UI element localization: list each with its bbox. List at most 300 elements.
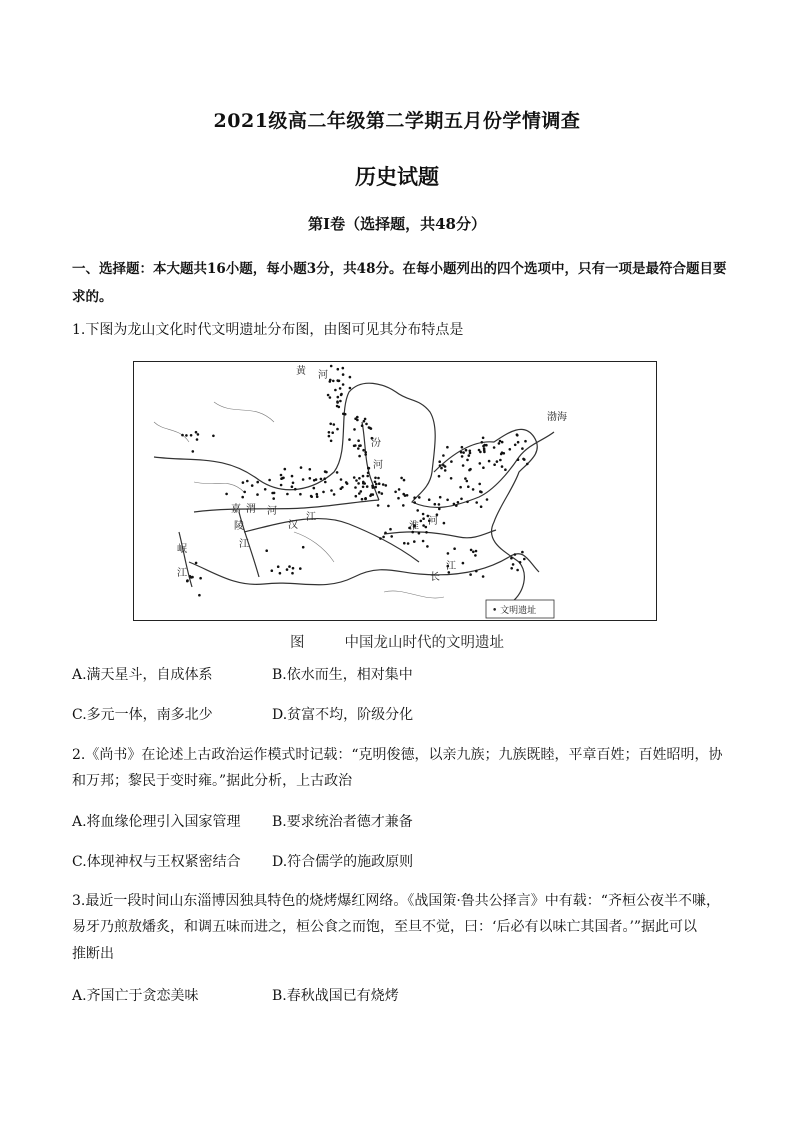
site-dot	[358, 445, 361, 448]
question-2-line-2: 和万邦；黎民于变时雍。”据此分析，上古政治	[72, 773, 353, 789]
site-dot	[519, 561, 522, 564]
site-dot	[369, 495, 372, 498]
q2-option-d[interactable]: D.符合儒学的施政原则	[272, 854, 414, 870]
site-dot	[336, 471, 339, 474]
site-dot	[420, 520, 423, 523]
site-dot	[284, 468, 287, 471]
site-dot	[394, 491, 397, 494]
site-dot	[455, 504, 458, 507]
site-dot	[462, 451, 465, 454]
site-dot	[300, 466, 303, 469]
q2-option-b[interactable]: B.要求统治者德才兼备	[272, 814, 413, 830]
site-dot	[330, 440, 333, 443]
q3-option-b[interactable]: B.春秋战国已有烧烤	[272, 988, 399, 1004]
site-dot	[510, 557, 513, 560]
map-graphic	[134, 362, 656, 620]
question-3-line-1: 3.最近一段时间山东淄博因独具特色的烧烤爆红网络。《战国策·鲁共公择言》中有载：“齐桓公夜半不嗛，	[72, 893, 720, 909]
site-dot	[355, 479, 358, 482]
site-dot	[349, 387, 352, 390]
site-dot	[342, 373, 345, 376]
site-dot	[422, 524, 425, 527]
site-dot	[381, 492, 384, 495]
map-label: 汾	[371, 438, 381, 449]
site-dot	[462, 562, 465, 565]
map-label: 陵	[234, 521, 244, 532]
site-distribution-map	[133, 361, 657, 621]
site-dot	[327, 394, 330, 397]
site-dot	[313, 479, 316, 482]
site-dot	[181, 434, 184, 437]
site-dot	[195, 431, 198, 434]
site-dot	[291, 475, 294, 478]
site-dot	[526, 463, 529, 466]
site-dot	[313, 487, 316, 490]
site-dot	[199, 577, 202, 580]
site-dot	[475, 570, 478, 573]
site-dot	[360, 490, 363, 493]
site-dot	[310, 495, 313, 498]
site-dot	[320, 478, 323, 481]
site-dot	[460, 498, 463, 501]
site-dot	[509, 448, 512, 451]
site-dot	[387, 505, 390, 508]
site-dot	[251, 484, 254, 487]
map-label: 江	[306, 512, 316, 523]
site-dot	[499, 440, 502, 443]
site-dot	[397, 497, 400, 500]
site-dot	[469, 573, 472, 576]
site-dot	[438, 475, 441, 478]
site-dot	[413, 501, 416, 504]
site-dot	[434, 503, 437, 506]
site-dot	[438, 508, 441, 511]
site-dot	[353, 428, 356, 431]
site-dot	[382, 483, 385, 486]
question-3-line-3: 推断出	[72, 946, 114, 962]
site-dot	[496, 460, 499, 463]
site-dot	[339, 387, 342, 390]
site-dot	[512, 563, 515, 566]
site-dot	[195, 562, 198, 565]
site-dot	[364, 497, 367, 500]
site-dot	[361, 424, 364, 427]
site-dot	[324, 481, 327, 484]
map-label: 岷	[177, 544, 187, 555]
site-dot	[372, 493, 375, 496]
site-dot	[418, 532, 421, 535]
site-dot	[516, 569, 519, 572]
site-dot	[299, 567, 302, 570]
site-dot	[264, 488, 267, 491]
site-dot	[272, 497, 275, 500]
site-dot	[469, 468, 472, 471]
site-dot	[345, 481, 348, 484]
site-dot	[375, 483, 378, 486]
site-dot	[460, 451, 463, 454]
site-dot	[378, 491, 381, 494]
map-label: 河	[318, 370, 328, 381]
site-dot	[385, 484, 388, 487]
site-dot	[514, 553, 517, 556]
site-dot	[246, 480, 249, 483]
site-dot	[466, 501, 469, 504]
site-dot	[416, 509, 419, 512]
site-dot	[339, 400, 342, 403]
site-dot	[439, 496, 442, 499]
site-dot	[478, 483, 481, 486]
site-dot	[479, 462, 482, 465]
site-dot	[358, 477, 361, 480]
site-dot	[486, 498, 489, 501]
site-dot	[422, 540, 425, 543]
q3-option-a[interactable]: A.齐国亡于贪恋美味	[72, 988, 199, 1004]
site-dot	[372, 486, 375, 489]
site-dot	[440, 467, 443, 470]
site-dot	[362, 475, 365, 478]
site-dot	[444, 469, 447, 472]
site-dot	[481, 441, 484, 444]
site-dot	[469, 452, 472, 455]
subject-title: 历史试题	[355, 164, 439, 189]
site-dot	[329, 379, 332, 382]
site-dot	[299, 493, 302, 496]
site-dot	[325, 471, 328, 474]
site-dot	[358, 455, 361, 458]
site-dot	[336, 400, 339, 403]
site-dot	[358, 492, 361, 495]
site-dot	[377, 504, 380, 507]
site-dot	[197, 433, 200, 436]
map-label: 汉	[288, 520, 298, 531]
site-dot	[438, 503, 441, 506]
site-dot	[442, 454, 445, 457]
site-dot	[286, 493, 289, 496]
site-dot	[402, 504, 405, 507]
site-dot	[364, 418, 367, 421]
site-dot	[425, 526, 428, 529]
site-dot	[292, 482, 295, 485]
site-dot	[466, 459, 469, 462]
site-dot	[480, 505, 483, 508]
site-dot	[316, 493, 319, 496]
site-dot	[241, 496, 244, 499]
map-label: 黄	[296, 366, 306, 377]
site-dot	[330, 365, 333, 368]
q1-option-a[interactable]: A.满天星斗，自成体系	[72, 667, 213, 683]
site-dot	[403, 479, 406, 482]
site-dot	[389, 528, 392, 531]
site-dot	[493, 463, 496, 466]
question-1-stem: 1.下图为龙山文化时代文明遗址分布图，由图可见其分布特点是	[72, 322, 464, 338]
site-dot	[292, 567, 295, 570]
site-dot	[480, 491, 483, 494]
exam-title: 2021级高二年级第二学期五月份学情调查	[213, 110, 581, 132]
site-dot	[336, 428, 339, 431]
map-caption	[0, 631, 794, 652]
site-dot	[302, 546, 305, 549]
site-dot	[282, 477, 285, 480]
site-dot	[364, 453, 367, 456]
site-dot	[379, 537, 382, 540]
site-dot	[465, 449, 468, 452]
site-dot	[354, 444, 357, 447]
site-dot	[268, 479, 271, 482]
site-dot	[329, 396, 332, 399]
site-dot	[450, 460, 453, 463]
site-dot	[482, 575, 485, 578]
site-dot	[447, 552, 450, 555]
site-dot	[469, 450, 472, 453]
site-dot	[342, 367, 345, 370]
site-dot	[342, 413, 345, 416]
map-label: 河	[428, 516, 438, 527]
site-dot	[323, 477, 326, 480]
site-dot	[461, 446, 464, 449]
site-dot	[422, 513, 425, 516]
site-dot	[279, 572, 282, 575]
site-dot	[501, 441, 504, 444]
map-label: 河	[267, 506, 277, 517]
site-dot	[192, 450, 195, 453]
site-dot	[225, 493, 228, 496]
site-dot	[457, 501, 460, 504]
site-dot	[521, 447, 524, 450]
site-dot	[470, 549, 473, 552]
site-dot	[357, 439, 360, 442]
map-label: 渭	[246, 504, 256, 515]
site-dot	[189, 575, 192, 578]
q1-option-c[interactable]: C.多元一体，南多北少	[72, 707, 213, 723]
site-dot	[333, 423, 336, 426]
site-dot	[407, 542, 410, 545]
question-3-line-2: 易牙乃煎敖燔炙，和调五味而进之，桓公食之而饱，至旦不觉，曰：‘后必有以味亡其国者。’”据此可以	[72, 919, 698, 935]
site-dot	[459, 486, 462, 489]
site-dot	[277, 565, 280, 568]
site-dot	[340, 393, 343, 396]
site-dot	[390, 535, 393, 538]
site-dot	[517, 441, 520, 444]
site-dot	[316, 495, 319, 498]
site-dot	[479, 451, 482, 454]
site-dot	[446, 446, 449, 449]
site-dot	[322, 491, 325, 494]
map-legend: • 文明遗址	[492, 606, 537, 616]
site-dot	[336, 405, 339, 408]
site-dot	[349, 376, 352, 379]
site-dot	[400, 477, 403, 480]
site-dot	[369, 427, 372, 430]
site-dot	[482, 437, 485, 440]
site-dot	[337, 380, 340, 383]
site-dot	[514, 444, 517, 447]
site-dot	[365, 423, 368, 426]
site-dot	[472, 551, 475, 554]
site-dot	[196, 438, 199, 441]
site-dot	[309, 477, 312, 480]
site-dot	[334, 389, 337, 392]
site-dot	[361, 498, 364, 501]
map-label: 河	[373, 460, 383, 471]
site-dot	[453, 503, 456, 506]
site-dot	[340, 487, 343, 490]
site-dot	[426, 545, 429, 548]
site-dot	[438, 460, 441, 463]
site-dot	[516, 434, 519, 437]
site-dot	[413, 540, 416, 543]
site-dot	[475, 501, 478, 504]
site-dot	[382, 536, 385, 539]
site-dot	[348, 438, 351, 441]
site-dot	[198, 594, 201, 597]
map-label: 江	[177, 568, 187, 579]
site-dot	[362, 486, 365, 489]
site-dot	[357, 447, 360, 450]
site-dot	[474, 554, 477, 557]
site-dot	[337, 396, 340, 399]
site-dot	[328, 435, 331, 438]
question-2-line-1: 2.《尚书》在论述上古政治运作模式时记载：“克明俊德，以亲九族；九族既睦，平章百姓；百姓昭明，协	[72, 747, 723, 763]
map-label: 嘉	[231, 504, 241, 515]
site-dot	[291, 572, 294, 575]
huai-river-line	[384, 530, 496, 538]
site-dot	[286, 568, 289, 571]
site-dot	[367, 467, 370, 470]
site-dot	[330, 489, 333, 492]
map-label: 淮	[409, 521, 419, 532]
map-label: 渤海	[547, 412, 567, 423]
site-dot	[425, 531, 428, 534]
site-dot	[406, 494, 409, 497]
site-dot	[524, 440, 527, 443]
site-dot	[418, 496, 421, 499]
site-dot	[468, 454, 471, 457]
site-dot	[517, 458, 520, 461]
site-dot	[413, 496, 416, 499]
site-dot	[450, 477, 453, 480]
map-label: 江	[239, 539, 249, 550]
han-river-line	[244, 519, 419, 562]
site-dot	[466, 480, 469, 483]
site-dot	[493, 446, 496, 449]
site-dot	[280, 474, 283, 477]
site-dot	[355, 495, 358, 498]
site-dot	[265, 549, 268, 552]
site-dot	[504, 468, 507, 471]
site-dot	[446, 499, 449, 502]
site-dot	[374, 486, 377, 489]
site-dot	[273, 492, 276, 495]
site-dot	[256, 493, 259, 496]
site-dot	[353, 476, 356, 479]
site-dot	[337, 368, 340, 371]
site-dot	[271, 569, 274, 572]
site-dot	[422, 517, 425, 520]
section-instructions: 一、选择题：本大题共16小题，每小题3分，共48分。在每小题列出的四个选项中，只有一项是最符合题目要求的。	[72, 261, 727, 305]
site-dot	[378, 482, 381, 485]
q1-option-d[interactable]: D.贫富不均，阶级分化	[272, 707, 414, 723]
site-dot	[501, 465, 504, 468]
site-dot	[291, 485, 294, 488]
site-dot	[384, 532, 387, 535]
site-dot	[499, 459, 502, 462]
site-dot	[280, 484, 283, 487]
site-dot	[366, 475, 369, 478]
q1-option-b[interactable]: B.依水而生，相对集中	[272, 667, 413, 683]
wei-river-line	[194, 500, 379, 512]
map-label: 江	[446, 561, 456, 572]
site-dot	[523, 458, 526, 461]
site-dot	[498, 442, 501, 445]
site-dot	[357, 482, 360, 485]
site-dot	[398, 488, 401, 491]
site-dot	[462, 464, 465, 467]
figure-label: 图	[290, 635, 305, 651]
site-dot	[288, 565, 291, 568]
site-dot	[302, 478, 305, 481]
site-dot	[488, 460, 491, 463]
site-dot	[500, 453, 503, 456]
site-dot	[342, 383, 345, 386]
site-dot	[482, 466, 485, 469]
figure-caption-text: 中国龙山时代的文明遗址	[344, 635, 504, 651]
site-dot	[475, 550, 478, 553]
site-dot	[367, 472, 370, 475]
site-dot	[331, 431, 334, 434]
site-dot	[374, 477, 377, 480]
site-dot	[428, 498, 431, 501]
site-dot	[472, 488, 475, 491]
site-dot	[363, 420, 366, 423]
site-dot	[332, 380, 335, 383]
site-dot	[256, 481, 259, 484]
volume-heading: 第Ⅰ卷（选择题，共48分）	[308, 215, 486, 233]
coast-line	[434, 429, 537, 602]
site-dot	[467, 485, 470, 488]
site-dot	[333, 493, 336, 496]
site-dot	[243, 491, 246, 494]
site-dot	[483, 449, 486, 452]
site-dot	[464, 477, 467, 480]
site-dot	[377, 477, 380, 480]
site-dot	[190, 434, 193, 437]
site-dot	[186, 580, 189, 583]
site-dot	[374, 481, 377, 484]
site-dot	[185, 434, 188, 437]
site-dot	[362, 449, 365, 452]
site-dot	[294, 488, 297, 491]
q2-option-a[interactable]: A.将血缘伦理引入国家管理	[72, 814, 241, 830]
site-dot	[510, 567, 513, 570]
site-dot	[483, 444, 486, 447]
map-label: 长	[430, 572, 440, 583]
site-dot	[329, 423, 332, 426]
site-dot	[191, 576, 194, 579]
site-dot	[212, 435, 215, 438]
site-dot	[242, 481, 245, 484]
site-dot	[309, 468, 312, 471]
site-dot	[340, 478, 343, 481]
site-dot	[461, 455, 464, 458]
site-dot	[523, 558, 526, 561]
site-dot	[521, 551, 524, 554]
site-dot	[444, 465, 447, 468]
site-dot	[439, 464, 442, 467]
site-dot	[328, 431, 331, 434]
site-dot	[354, 486, 357, 489]
site-dot	[443, 522, 446, 525]
q2-option-c[interactable]: C.体现神权与王权紧密结合	[72, 854, 241, 870]
site-dot	[403, 542, 406, 545]
